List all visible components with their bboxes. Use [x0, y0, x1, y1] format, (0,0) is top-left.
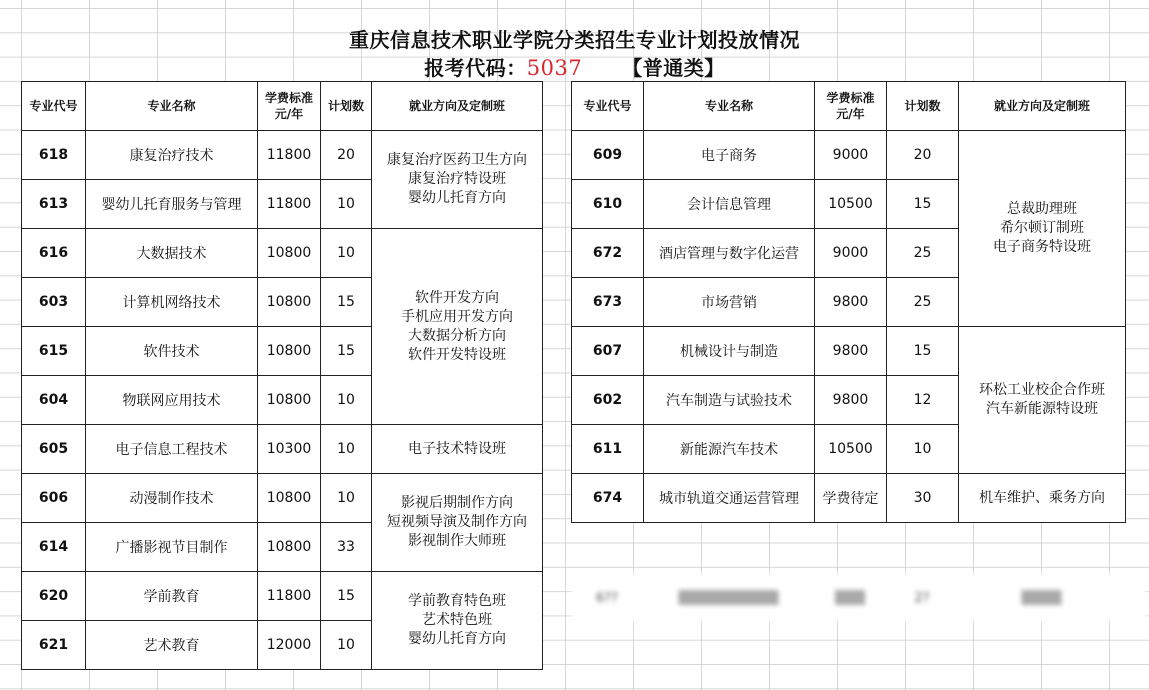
major-name-cell: 电子信息工程技术 — [86, 425, 258, 474]
tuition-cell: 9000 — [815, 229, 887, 278]
header-fee: 学费标准 元/年 — [258, 82, 321, 131]
exam-code-line — [0, 52, 1149, 81]
plan-count-cell: 15 — [321, 327, 372, 376]
major-code-cell: 606 — [22, 474, 86, 523]
major-name-cell: 婴幼儿托育服务与管理 — [86, 180, 258, 229]
tuition-cell: 10800 — [258, 327, 321, 376]
tuition-cell: 学费待定 — [815, 474, 887, 523]
career-line: 影视制作大师班 — [408, 533, 506, 549]
plan-count-cell: 15 — [887, 327, 959, 376]
tuition-cell: 9000 — [815, 131, 887, 180]
table-row — [572, 327, 1126, 376]
career-line: 手机应用开发方向 — [401, 308, 513, 325]
table-row — [22, 425, 543, 474]
major-name-cell: 康复治疗技术 — [86, 131, 258, 180]
career-line: 电子技术特设班 — [408, 440, 506, 457]
career-line: 汽车新能源特设班 — [986, 401, 1098, 417]
tuition-cell: 12000 — [258, 621, 321, 670]
plan-count-cell: 20 — [887, 131, 959, 180]
major-code-cell: 604 — [22, 376, 86, 425]
career-direction-cell — [959, 131, 1126, 327]
tuition-cell: 9800 — [815, 278, 887, 327]
tuition-cell: 9800 — [815, 327, 887, 376]
plan-count-cell: 10 — [321, 474, 372, 523]
header-plan: 计划数 — [321, 82, 372, 131]
header-code: 专业代号 — [572, 82, 644, 131]
table-row — [572, 474, 1126, 523]
tuition-cell: 10300 — [258, 425, 321, 474]
career-direction-cell — [959, 474, 1126, 523]
major-code-cell: 613 — [22, 180, 86, 229]
plan-count-cell: 10 — [321, 425, 372, 474]
tuition-cell: 11800 — [258, 131, 321, 180]
major-code-cell: 610 — [572, 180, 644, 229]
header-code: 专业代号 — [22, 82, 86, 131]
career-line: 环松工业校企合作班 — [979, 382, 1105, 398]
major-name-cell: 新能源汽车技术 — [644, 425, 815, 474]
major-name-cell: 会计信息管理 — [644, 180, 815, 229]
tuition-cell: 11800 — [258, 180, 321, 229]
major-code-cell: 603 — [22, 278, 86, 327]
major-name-cell: 计算机网络技术 — [86, 278, 258, 327]
major-name-cell: 电子商务 — [644, 131, 815, 180]
plan-count-cell: 10 — [321, 621, 372, 670]
career-direction-cell — [372, 474, 543, 572]
table-row — [22, 131, 543, 180]
plan-count-cell: 12 — [887, 376, 959, 425]
tuition-cell: 10800 — [258, 229, 321, 278]
career-line: 艺术特色班 — [422, 612, 492, 628]
header-name: 专业名称 — [86, 82, 258, 131]
plan-count-cell: 30 — [887, 474, 959, 523]
blurred-name: ▒▒▒▒▒▒▒▒▒▒ — [678, 590, 779, 606]
major-name-cell: 城市轨道交通运营管理 — [644, 474, 815, 523]
plan-count-cell: 10 — [887, 425, 959, 474]
major-code-cell: 611 — [572, 425, 644, 474]
career-line: 希尔顿订制班 — [1000, 220, 1084, 236]
career-line: 软件开发特设班 — [408, 346, 506, 363]
major-name-cell: 机械设计与制造 — [644, 327, 815, 376]
major-name-cell: 广播影视节目制作 — [86, 523, 258, 572]
table-header-row — [572, 82, 1126, 131]
blurred-fee: ▒▒▒ — [835, 590, 865, 606]
tuition-cell: 10800 — [258, 474, 321, 523]
tuition-cell: 11800 — [258, 572, 321, 621]
major-code-cell: 615 — [22, 327, 86, 376]
major-name-cell: 学前教育 — [86, 572, 258, 621]
table-row — [572, 131, 1126, 180]
tuition-cell: 10500 — [815, 425, 887, 474]
major-code-cell: 672 — [572, 229, 644, 278]
career-line: 电子商务特设班 — [993, 239, 1091, 255]
major-code-cell: 674 — [572, 474, 644, 523]
tuition-cell: 10800 — [258, 523, 321, 572]
major-name-cell: 汽车制造与试验技术 — [644, 376, 815, 425]
career-line: 康复治疗医药卫生方向 — [387, 152, 527, 168]
major-name-cell: 市场营销 — [644, 278, 815, 327]
header-career: 就业方向及定制班 — [372, 82, 543, 131]
plan-count-cell: 15 — [887, 180, 959, 229]
major-code-cell: 673 — [572, 278, 644, 327]
exam-code-value: 5037 — [526, 56, 583, 80]
career-line: 学前教育特色班 — [408, 593, 506, 609]
tuition-cell: 10800 — [258, 278, 321, 327]
career-line: 大数据分析方向 — [408, 327, 506, 344]
header-fee: 学费标准 元/年 — [815, 82, 887, 131]
category-label: 【普通类】 — [622, 56, 725, 80]
major-name-cell: 大数据技术 — [86, 229, 258, 278]
career-line: 康复治疗特设班 — [408, 171, 506, 187]
plan-count-cell: 15 — [321, 278, 372, 327]
tuition-cell: 10800 — [258, 376, 321, 425]
career-line: 软件开发方向 — [415, 289, 499, 306]
career-line: 婴幼儿托育方向 — [408, 190, 506, 206]
table-row — [22, 474, 543, 523]
plan-count-cell: 10 — [321, 180, 372, 229]
major-code-cell: 614 — [22, 523, 86, 572]
major-name-cell: 酒店管理与数字化运营 — [644, 229, 815, 278]
major-code-cell: 621 — [22, 621, 86, 670]
plan-count-cell: 20 — [321, 131, 372, 180]
major-code-cell: 618 — [22, 131, 86, 180]
major-code-cell: 620 — [22, 572, 86, 621]
career-line: 短视频导演及制作方向 — [387, 514, 527, 530]
plan-count-cell: 25 — [887, 278, 959, 327]
career-line: 婴幼儿托育方向 — [408, 631, 506, 647]
header-career: 就业方向及定制班 — [959, 82, 1126, 131]
major-code-cell: 609 — [572, 131, 644, 180]
blurred-row — [571, 574, 1146, 622]
table-row — [22, 572, 543, 621]
left-plan-table — [21, 81, 543, 670]
blurred-career: ▒▒▒▒ — [1021, 590, 1062, 606]
major-code-cell: 605 — [22, 425, 86, 474]
table-row — [22, 229, 543, 278]
major-name-cell: 艺术教育 — [86, 621, 258, 670]
plan-count-cell: 33 — [321, 523, 372, 572]
major-name-cell: 动漫制作技术 — [86, 474, 258, 523]
table-header-row — [22, 82, 543, 131]
tuition-cell: 10500 — [815, 180, 887, 229]
plan-count-cell: 10 — [321, 376, 372, 425]
career-line: 影视后期制作方向 — [401, 495, 513, 511]
tuition-cell: 9800 — [815, 376, 887, 425]
blurred-plan: 2? — [914, 590, 930, 606]
right-plan-table — [571, 81, 1126, 523]
major-name-cell: 物联网应用技术 — [86, 376, 258, 425]
major-code-cell: 616 — [22, 229, 86, 278]
header-name: 专业名称 — [644, 82, 815, 131]
plan-count-cell: 10 — [321, 229, 372, 278]
career-line: 总裁助理班 — [1007, 201, 1077, 217]
header-plan: 计划数 — [887, 82, 959, 131]
career-direction-cell — [959, 327, 1126, 474]
plan-count-cell: 15 — [321, 572, 372, 621]
career-line: 机车维护、乘务方向 — [979, 489, 1105, 506]
major-code-cell: 602 — [572, 376, 644, 425]
career-direction-cell — [372, 572, 543, 670]
blurred-code: 6?? — [595, 590, 619, 606]
career-direction-cell — [372, 131, 543, 229]
exam-code-label: 报考代码： — [424, 56, 527, 80]
career-direction-cell — [372, 425, 543, 474]
major-code-cell: 607 — [572, 327, 644, 376]
page-title: 重庆信息技术职业学院分类招生专业计划投放情况 — [349, 28, 800, 52]
major-name-cell: 软件技术 — [86, 327, 258, 376]
plan-count-cell: 25 — [887, 229, 959, 278]
career-direction-cell — [372, 229, 543, 425]
